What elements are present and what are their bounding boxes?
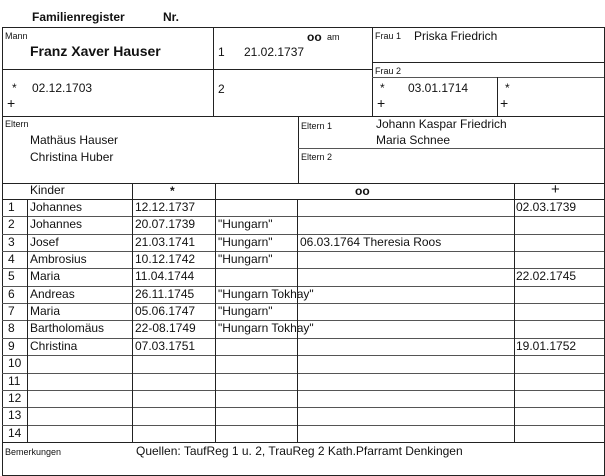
children-header-birth: *	[170, 184, 175, 198]
child-birth-place: "Hungarn Tokhay"	[218, 287, 314, 301]
marriage-1-date: 21.02.1737	[244, 45, 305, 59]
marriage-label-suffix: am	[327, 32, 340, 42]
child-marriage: 06.03.1764 Theresia Roos	[300, 235, 442, 249]
row-number: 2	[8, 217, 15, 231]
child-birth-date: 05.06.1747	[135, 304, 196, 318]
child-name: Johannes	[30, 200, 83, 214]
wife2-label: Frau 2	[375, 66, 402, 76]
child-birth-date: 11.04.1744	[135, 269, 195, 283]
row-number: 1	[8, 200, 15, 214]
row-number: 13	[8, 408, 22, 422]
child-birth-date: 20.07.1739	[135, 217, 196, 231]
wife2-death-symbol: +	[377, 95, 386, 111]
wife1-label: Frau 1	[375, 31, 402, 41]
row-number: 3	[8, 235, 15, 249]
row-number: 10	[8, 356, 22, 370]
child-birth-date: 10.12.1742	[135, 252, 196, 266]
child-death-date: 22.02.1745	[516, 269, 577, 283]
remarks-label: Bemerkungen	[5, 447, 62, 457]
child-death-date: 02.03.1739	[516, 200, 577, 214]
wife1-parents-mother: Maria Schnee	[376, 133, 451, 147]
wife2-sub-line	[372, 77, 604, 78]
wife2-col-divider	[497, 77, 498, 116]
row-number: 8	[8, 321, 15, 335]
husband-death-symbol: +	[7, 95, 16, 111]
col-num-divider	[27, 199, 28, 442]
wife2-col2-birth-symbol: *	[505, 81, 510, 95]
register-number-label: Nr.	[163, 10, 180, 24]
wife-parents-sub-line	[298, 148, 604, 149]
parents-father: Mathäus Hauser	[30, 133, 119, 147]
col-place-divider	[297, 199, 298, 442]
marriage-1-number: 1	[218, 45, 225, 59]
wife2-birth-symbol: *	[380, 81, 385, 95]
husband-row-line	[2, 69, 372, 70]
child-name: Maria	[30, 304, 61, 318]
child-name: Ambrosius	[30, 252, 87, 266]
parents-label: Eltern	[5, 119, 29, 129]
parents-top-line	[2, 116, 604, 117]
child-name: Bartholomäus	[30, 321, 105, 335]
col-marriage-divider	[514, 183, 515, 442]
marriage-label: oo	[307, 30, 322, 44]
children-header-marriage: oo	[355, 184, 370, 198]
col-birth-divider	[215, 183, 216, 442]
children-header-death: +	[551, 181, 560, 198]
row-number: 5	[8, 269, 15, 283]
child-name: Maria	[30, 269, 61, 283]
marriage-2-number: 2	[218, 82, 225, 96]
row-number: 4	[8, 252, 15, 266]
child-birth-date: 26.11.1745	[135, 287, 195, 301]
row-number: 6	[8, 287, 15, 301]
row-number: 14	[8, 426, 22, 440]
husband-label: Mann	[5, 31, 28, 41]
child-birth-place: "Hungarn"	[218, 252, 273, 266]
child-name: Johannes	[30, 217, 83, 231]
parents-mother: Christina Huber	[30, 150, 114, 164]
wife2-col2-death-symbol: +	[500, 95, 509, 111]
husband-birth-date: 02.12.1703	[32, 81, 93, 95]
col-name-divider	[132, 183, 133, 442]
child-birth-date: 12.12.1737	[135, 200, 196, 214]
child-name: Andreas	[30, 287, 75, 301]
wife2-birth-date: 03.01.1714	[408, 81, 469, 95]
children-header-name: Kinder	[30, 183, 65, 197]
wife2-parents-label: Eltern 2	[301, 152, 333, 162]
row-number: 11	[8, 374, 21, 388]
remarks-top-line	[2, 442, 604, 443]
wife-row-line	[372, 62, 604, 63]
child-birth-place: "Hungarn"	[218, 304, 273, 318]
row-number: 12	[8, 391, 22, 405]
top-border	[2, 27, 604, 28]
child-name: Josef	[30, 235, 59, 249]
marriage-divider	[372, 27, 373, 116]
wife1-name: Priska Friedrich	[414, 29, 498, 43]
remarks-text: Quellen: TaufReg 1 u. 2, TrauReg 2 Kath.Pfarramt Denkingen	[136, 444, 463, 458]
child-birth-place: "Hungarn"	[218, 235, 273, 249]
husband-birth-symbol: *	[12, 81, 17, 95]
mann-divider	[213, 27, 214, 116]
row-number: 9	[8, 339, 15, 353]
row-number: 7	[8, 304, 15, 318]
wife1-parents-label: Eltern 1	[301, 121, 333, 131]
wife1-parents-father: Johann Kaspar Friedrich	[376, 117, 507, 131]
register-title: Familienregister	[32, 10, 125, 24]
child-name: Christina	[30, 339, 78, 353]
husband-name: Franz Xaver Hauser	[30, 43, 161, 59]
child-birth-place: "Hungarn Tokhay"	[218, 321, 314, 335]
child-birth-place: "Hungarn"	[218, 217, 273, 231]
child-death-date: 19.01.1752	[516, 339, 577, 353]
parents-divider	[298, 116, 299, 183]
child-birth-date: 22-08.1749	[135, 321, 196, 335]
child-birth-date: 07.03.1751	[135, 339, 196, 353]
child-birth-date: 21.03.1741	[135, 235, 196, 249]
